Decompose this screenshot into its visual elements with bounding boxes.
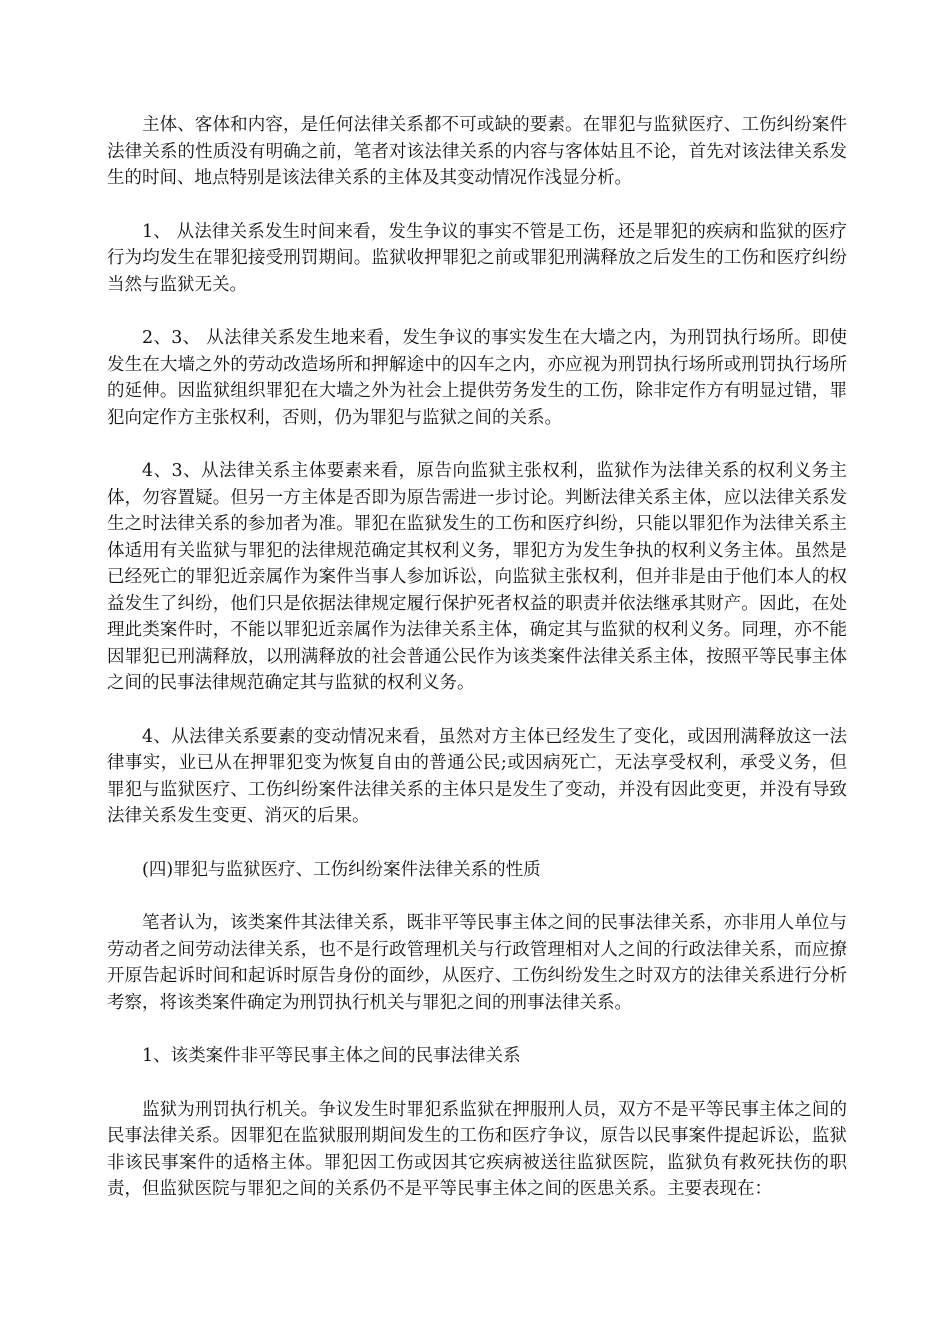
subheading-civil: 1、该类案件非平等民事主体之间的民事法律关系 — [142, 1046, 521, 1066]
paragraph-time: 1、 从法律关系发生时间来看，发生争议的事实不管是工伤，还是罪犯的疾病和监狱的医疗行为均发生在罪犯接受刑罚期间。监狱收押罪犯之前或罪犯刑满释放之后发生的工伤和医疗纠纷当然与监狱无关。 — [107, 221, 847, 295]
paragraph-place: 2、3、 从法律关系发生地来看，发生争议的事实发生在大墙之内，为刑罚执行场所。即使发生在大墙之外的劳动改造场所和押解途中的囚车之内，亦应视为刑罚执行场所或刑罚执行场所的延伸。因监狱组织罪犯在大墙之外为社会上提供劳务发生的工伤，除非定作方有明显过错，罪犯向定作方主张权利，否则，仍为罪犯与监狱之间的关系。 — [107, 328, 847, 428]
section-heading-nature: (四)罪犯与监狱医疗、工伤纠纷案件法律关系的性质 — [142, 859, 541, 880]
paragraph-intro: 主体、客体和内容，是任何法律关系都不可或缺的要素。在罪犯与监狱医疗、工伤纠纷案件法律关系的性质没有明确之前，笔者对该法律关系的内容与客体姑且不论，首先对该法律关系发生的时间、地点特别是该法律关系的主体及其变动情况作浅显分析。 — [107, 115, 847, 188]
document-body — [107, 112, 847, 1230]
paragraph-subject: 4、3、从法律关系主体要素来看，原告向监狱主张权利，监狱作为法律关系的权利义务主体，勿容置疑。但另一方主体是否即为原告需进一步讨论。判断法律关系主体，应以法律关系发生之时法律关系的参加者为准。罪犯在监狱发生的工伤和医疗纠纷，只能以罪犯作为法律关系主体适用有关监狱与罪犯的法律规范确定其权利义务，罪犯方为发生争执的权利义务主体。虽然是已经死亡的罪犯近亲属作为案件当事人参加诉讼，向监狱主张权利，但并非是由于他们本人的权益发生了纠纷，他们只是依据法律规定履行保护死者权益的职责并依法继承其财产。因此，在处理此类案件时，不能以罪犯近亲属作为法律关系主体，确定其与监狱的权利义务。同理，亦不能因罪犯已刑满释放，以刑满释放的社会普通公民作为该类案件法律关系主体，按照平等民事主体之间的民事法律规范确定其与监狱的权利义务。 — [107, 461, 847, 693]
paragraph-change: 4、从法律关系要素的变动情况来看，虽然对方主体已经发生了变化，或因刑满释放这一法律事实，业已从在押罪犯变为恢复自由的普通公民;或因病死亡，无法享受权利，承受义务，但罪犯与监狱医疗、工伤纠纷案件法律关系的主体只是发生了变动，并没有因此变更，并没有导致法律关系发生变更、消灭的后果。 — [107, 726, 847, 826]
paragraph-opinion: 笔者认为，该类案件其法律关系，既非平等民事主体之间的民事法律关系，亦非用人单位与劳动者之间劳动法律关系，也不是行政管理机关与行政管理相对人之间的行政法律关系，而应撩开原告起诉时间和起诉时原告身份的面纱，从医疗、工伤纠纷发生之时双方的法律关系进行分析考察，将该类案件确定为刑罚执行机关与罪犯之间的刑事法律关系。 — [107, 913, 847, 1013]
paragraph-prison: 监狱为刑罚执行机关。争议发生时罪犯系监狱在押服刑人员，双方不是平等民事主体之间的民事法律关系。因罪犯在监狱服刑期间发生的工伤和医疗争议，原告以民事案件提起诉讼，监狱非该民事案件的适格主体。罪犯因工伤或因其它疾病被送往监狱医院，监狱负有救死扶伤的职责，但监狱医院与罪犯之间的关系仍不是平等民事主体之间的医患关系。主要表现在： — [107, 1099, 847, 1199]
